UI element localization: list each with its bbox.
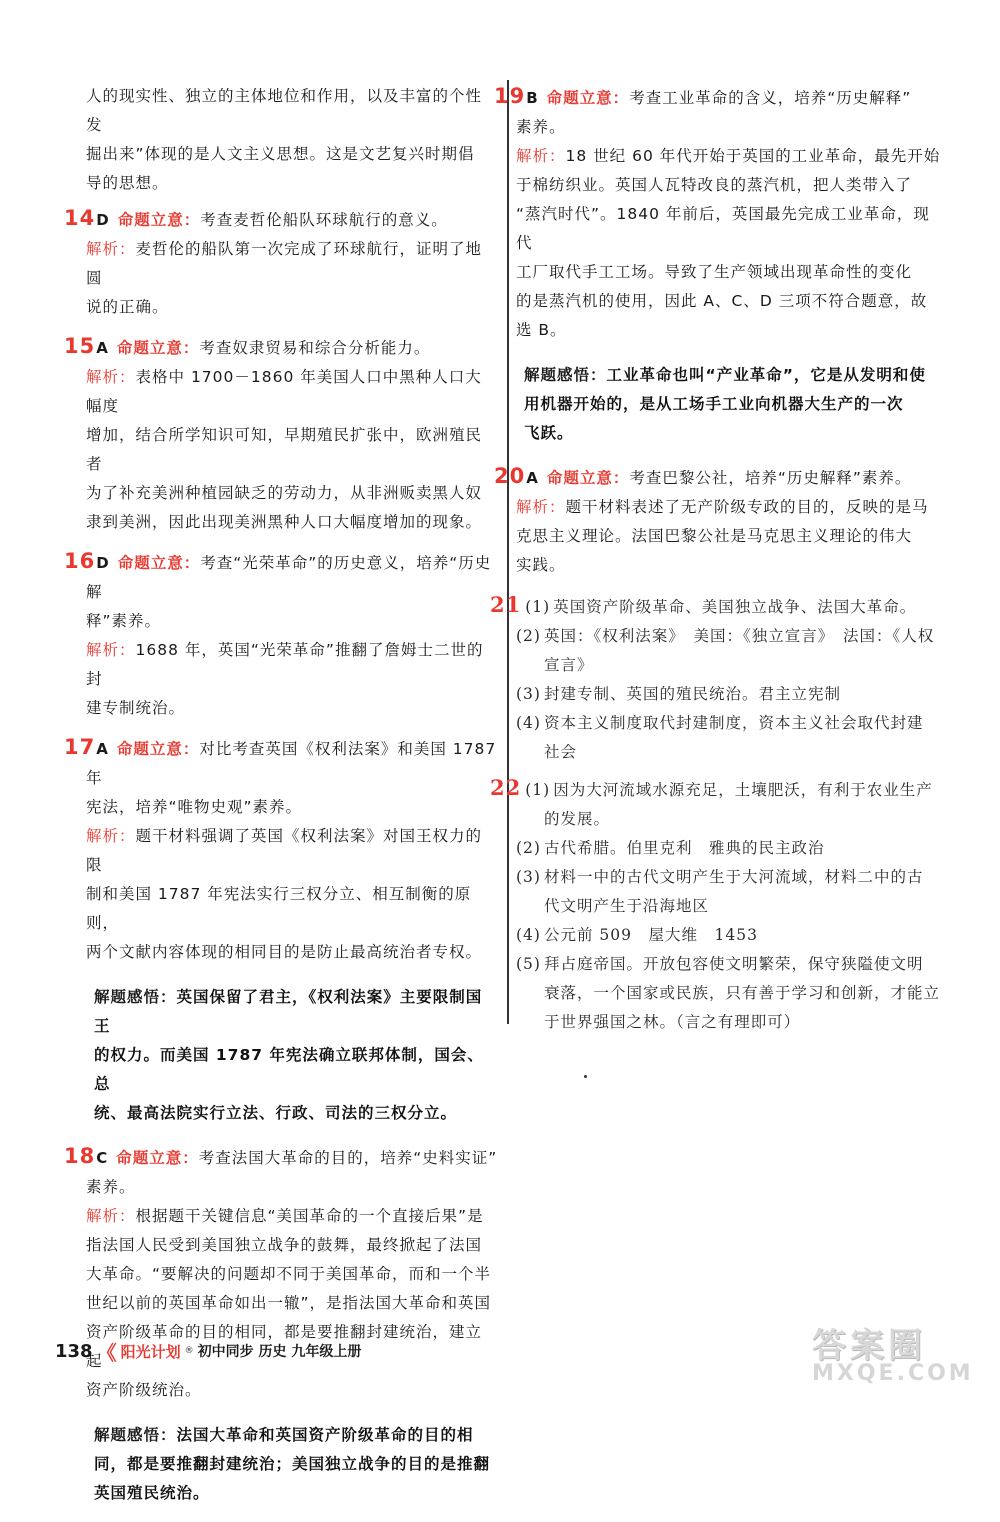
analysis-text: 建专制统治。 bbox=[86, 699, 186, 717]
topic-text: 素养。 bbox=[86, 1178, 136, 1196]
analysis-text: 实践。 bbox=[516, 556, 566, 574]
insight-line bbox=[94, 1099, 498, 1128]
insight-line bbox=[94, 1479, 498, 1508]
question-number: 22 bbox=[490, 775, 522, 800]
insight-text: 统、最高法院实行立法、行政、司法的三权分立。 bbox=[94, 1104, 458, 1122]
question-number: 19 bbox=[494, 84, 526, 108]
analysis-line bbox=[86, 479, 498, 508]
analysis-line bbox=[516, 171, 946, 200]
series-name: 阳光计划 bbox=[120, 1342, 181, 1361]
analysis-line bbox=[86, 880, 498, 938]
analysis-text: 大革命。“要解决的问题却不同于美国革命，而和一个半 bbox=[86, 1265, 492, 1283]
sub-question-number: (5) bbox=[516, 955, 541, 973]
sub-question-number: (3) bbox=[516, 685, 541, 703]
sub-question-number: (1) bbox=[525, 598, 551, 616]
answer-text: 于世界强国之林。（言之有理即可） bbox=[544, 1013, 801, 1031]
insight-label: 解题感悟： bbox=[94, 988, 177, 1006]
analysis-text: 题干材料强调了英国《权利法案》对国王权力的限 bbox=[86, 827, 483, 874]
essay-answer bbox=[490, 590, 946, 767]
analysis-line bbox=[86, 1260, 498, 1289]
sub-question-number: (1) bbox=[525, 781, 551, 799]
question-item bbox=[64, 332, 498, 537]
analysis-line bbox=[516, 287, 946, 316]
analysis-line bbox=[516, 316, 946, 345]
question-number: 21 bbox=[490, 592, 522, 617]
topic-text: 对比考查英国《权利法案》和美国 1787 年 bbox=[86, 740, 497, 787]
analysis-text: 18 世纪 60 年代开始于英国的工业革命，最先开始 bbox=[565, 147, 941, 165]
right-column bbox=[490, 82, 946, 1043]
insight-box bbox=[524, 361, 946, 448]
topic-label: 命题立意： bbox=[117, 211, 201, 229]
topic-label: 命题立意： bbox=[116, 740, 200, 758]
analysis-text: 制和美国 1787 年宪法实行三权分立、相互制衡的原则， bbox=[86, 885, 472, 932]
analysis-line bbox=[86, 363, 498, 421]
essay-answer bbox=[490, 773, 946, 1037]
analysis-text: 资产阶级统治。 bbox=[86, 1381, 202, 1399]
analysis-text: 根据题干关键信息“美国革命的一个直接后果”是 bbox=[135, 1207, 484, 1225]
answer-text: 宣言》 bbox=[544, 656, 594, 674]
watermark-logo-text: 答案圈 bbox=[812, 1326, 926, 1366]
answer-letter: A bbox=[96, 339, 109, 357]
registered-mark: ® bbox=[184, 1346, 194, 1356]
insight-text: 同，都是要推翻封建统治；美国独立战争的目的是推翻 bbox=[94, 1455, 491, 1473]
text-line: 掘出来”体现的是人文主义思想。这是文艺复兴时期倡 bbox=[86, 145, 475, 163]
essay-line bbox=[516, 622, 946, 651]
topic-label: 命题立意： bbox=[116, 1149, 199, 1167]
insight-line bbox=[94, 983, 498, 1041]
answer-text: 的发展。 bbox=[544, 810, 611, 828]
insight-text: 英国保留了君主，《权利法案》主要限制国王 bbox=[94, 988, 483, 1035]
analysis-line bbox=[516, 522, 946, 551]
sub-question-number: (4) bbox=[516, 714, 541, 732]
question-item bbox=[494, 462, 946, 580]
analysis-text: 题干材料表述了无产阶级专政的目的，反映的是马 bbox=[565, 498, 929, 516]
topic-line bbox=[494, 82, 946, 113]
analysis-line bbox=[86, 1289, 498, 1318]
watermark-url: MXQE.COM bbox=[812, 1361, 974, 1386]
insight-text: 用机器开始的，是从工场手工业向机器大生产的一次 bbox=[524, 395, 904, 413]
analysis-text: 于棉纺织业。英国人瓦特改良的蒸汽机，把人类带入了 bbox=[516, 176, 913, 194]
page-number: 138 bbox=[55, 1340, 93, 1362]
analysis-text: 说的正确。 bbox=[86, 298, 169, 316]
essay-line bbox=[516, 709, 946, 738]
analysis-text: 克思主义理论。法国巴黎公社是马克思主义理论的伟大 bbox=[516, 527, 913, 545]
insight-box bbox=[94, 1421, 498, 1508]
analysis-text: 麦哲伦的船队第一次完成了环球航行，证明了地圆 bbox=[86, 240, 483, 287]
sub-question-number: (2) bbox=[516, 627, 541, 645]
page-footer bbox=[55, 1336, 361, 1366]
chevron-icon: 《 bbox=[96, 1340, 117, 1365]
answer-text: 封建专制、英国的殖民统治。君主立宪制 bbox=[544, 685, 842, 703]
analysis-line bbox=[86, 1231, 498, 1260]
essay-line bbox=[516, 892, 946, 921]
analysis-label: 解析： bbox=[86, 368, 136, 386]
analysis-line bbox=[516, 200, 946, 258]
insight-text: 英国殖民统治。 bbox=[94, 1484, 210, 1502]
topic-line bbox=[86, 1173, 498, 1202]
question-item bbox=[64, 204, 498, 322]
analysis-line bbox=[86, 822, 498, 880]
analysis-text: 资产阶级革命的目的相同，都是要推翻封建统治，建立起 bbox=[86, 1323, 483, 1370]
analysis-text: 表格中 1700－1860 年美国人口中黑种人口大幅度 bbox=[86, 368, 482, 415]
topic-text: 考查奴隶贸易和综合分析能力。 bbox=[199, 339, 431, 357]
essay-line bbox=[516, 921, 946, 950]
answer-text: 拜占庭帝国。开放包容使文明繁荣，保守狭隘使文明 bbox=[544, 955, 924, 973]
topic-label: 命题立意： bbox=[546, 89, 630, 107]
insight-text: 法国大革命和英国资产阶级革命的目的相 bbox=[176, 1426, 474, 1444]
analysis-text: 为了补充美洲种植园缺乏的劳动力，从非洲贩卖黑人奴 bbox=[86, 484, 483, 502]
essay-line bbox=[516, 738, 946, 767]
sub-question-number: (4) bbox=[516, 926, 541, 944]
analysis-line bbox=[86, 235, 498, 293]
question-item bbox=[494, 82, 946, 345]
analysis-line bbox=[86, 508, 498, 537]
analysis-text: 增加，结合所学知识可知，早期殖民扩张中，欧洲殖民者 bbox=[86, 426, 483, 473]
essay-line bbox=[490, 773, 946, 805]
analysis-text: 世纪以前的英国革命如出一辙”，是指法国大革命和英国 bbox=[86, 1294, 492, 1312]
topic-line bbox=[64, 332, 498, 363]
analysis-label: 解析： bbox=[86, 641, 136, 659]
analysis-line bbox=[86, 293, 498, 322]
analysis-text: 隶到美洲，因此出现美洲黑种人口大幅度增加的现象。 bbox=[86, 513, 483, 531]
sub-question-number: (3) bbox=[516, 868, 541, 886]
essay-line bbox=[516, 950, 946, 979]
insight-label: 解题感悟： bbox=[524, 366, 607, 384]
topic-line bbox=[64, 1142, 498, 1173]
text-line: 人的现实性、独立的主体地位和作用，以及丰富的个性发 bbox=[86, 87, 483, 134]
analysis-label: 解析： bbox=[516, 147, 566, 165]
analysis-line bbox=[516, 258, 946, 287]
insight-line bbox=[524, 390, 946, 419]
analysis-label: 解析： bbox=[86, 1207, 136, 1225]
question-number: 17 bbox=[64, 735, 96, 759]
essay-line bbox=[490, 590, 946, 622]
insight-label: 解题感悟： bbox=[94, 1426, 177, 1444]
topic-text: 素养。 bbox=[516, 118, 566, 136]
topic-line bbox=[64, 733, 498, 793]
insight-line bbox=[94, 1450, 498, 1479]
topic-text: 考查麦哲伦船队环球航行的意义。 bbox=[200, 211, 448, 229]
topic-text: 释”素养。 bbox=[86, 612, 162, 630]
question-number: 14 bbox=[64, 206, 96, 230]
question-number: 20 bbox=[494, 464, 526, 488]
essay-line bbox=[516, 805, 946, 834]
analysis-text: 1688 年，英国“光荣革命”推翻了詹姆士二世的封 bbox=[86, 641, 484, 688]
topic-text: 宪法，培养“唯物史观”素养。 bbox=[86, 798, 303, 816]
topic-line bbox=[86, 607, 498, 636]
answer-text: 材料一中的古代文明产生于大河流域，材料二中的古 bbox=[544, 868, 924, 886]
analysis-text: 工厂取代手工工场。导致了生产领域出现革命性的变化 bbox=[516, 263, 913, 281]
analysis-text: 选 B。 bbox=[516, 321, 567, 339]
analysis-line bbox=[516, 493, 946, 522]
question-number: 16 bbox=[64, 549, 96, 573]
analysis-line bbox=[86, 636, 498, 694]
essay-line bbox=[516, 863, 946, 892]
topic-text: 考查“光荣革命”的历史意义，培养“历史解 bbox=[86, 554, 492, 601]
essay-line bbox=[516, 979, 946, 1008]
insight-line bbox=[94, 1421, 498, 1450]
analysis-text: 指法国人民受到美国独立战争的鼓舞，最终掀起了法国 bbox=[86, 1236, 483, 1254]
insight-line bbox=[524, 419, 946, 448]
answer-text: 资本主义制度取代封建制度，资本主义社会取代封建 bbox=[544, 714, 924, 732]
continued-text bbox=[86, 82, 498, 198]
analysis-line bbox=[86, 1376, 498, 1405]
topic-label: 命题立意： bbox=[116, 339, 200, 357]
answer-letter: A bbox=[526, 469, 539, 487]
answer-text: 因为大河流域水源充足，土壤肥沃，有利于农业生产 bbox=[553, 781, 933, 799]
analysis-line bbox=[86, 694, 498, 723]
answer-letter: A bbox=[96, 740, 109, 758]
analysis-line bbox=[516, 551, 946, 580]
insight-box bbox=[94, 983, 498, 1128]
topic-line bbox=[64, 204, 498, 235]
topic-text: 考查巴黎公社，培养“历史解释”素养。 bbox=[629, 469, 912, 487]
topic-text: 考查工业革命的含义，培养“历史解释” bbox=[629, 89, 912, 107]
question-item bbox=[64, 547, 498, 723]
text-line: 导的思想。 bbox=[86, 174, 169, 192]
analysis-line bbox=[86, 1202, 498, 1231]
topic-label: 命题立意： bbox=[117, 554, 201, 572]
answer-text: 衰落，一个国家或民族，只有善于学习和创新，才能立 bbox=[544, 984, 941, 1002]
topic-text: 考查法国大革命的目的，培养“史料实证” bbox=[198, 1149, 498, 1167]
question-number: 15 bbox=[64, 334, 96, 358]
analysis-line bbox=[86, 938, 498, 967]
essay-line bbox=[516, 651, 946, 680]
question-item bbox=[64, 733, 498, 967]
column-divider bbox=[507, 80, 509, 1024]
analysis-text: 两个文献内容体现的相同目的是防止最高统治者专权。 bbox=[86, 943, 483, 961]
insight-text: 工业革命也叫“产业革命”，它是从发明和使 bbox=[606, 366, 926, 384]
analysis-line bbox=[86, 421, 498, 479]
answer-letter: D bbox=[96, 211, 110, 229]
essay-line bbox=[516, 834, 946, 863]
answer-text: 英国：《权利法案》 美国：《独立宣言》 法国：《人权 bbox=[544, 627, 935, 645]
analysis-line bbox=[516, 142, 946, 171]
answer-text: 公元前 509 屋大维 1453 bbox=[544, 926, 758, 944]
answer-text: 古代希腊。伯里克利 雅典的民主政治 bbox=[544, 839, 825, 857]
answer-letter: D bbox=[96, 554, 110, 572]
sub-question-number: (2) bbox=[516, 839, 541, 857]
answer-letter: B bbox=[526, 89, 539, 107]
topic-line bbox=[494, 462, 946, 493]
topic-line bbox=[64, 547, 498, 607]
watermark-logo bbox=[812, 1318, 982, 1388]
topic-label: 命题立意： bbox=[546, 469, 630, 487]
insight-line bbox=[524, 361, 946, 390]
topic-line bbox=[86, 793, 498, 822]
answer-text: 社会 bbox=[544, 743, 578, 761]
question-number: 18 bbox=[64, 1144, 96, 1168]
answer-text: 英国资产阶级革命、美国独立战争、法国大革命。 bbox=[553, 598, 917, 616]
analysis-text: 的是蒸汽机的使用，因此 A、C、D 三项不符合题意，故 bbox=[516, 292, 928, 310]
essay-line bbox=[516, 680, 946, 709]
essay-line bbox=[516, 1008, 946, 1037]
book-title: 初中同步 历史 九年级上册 bbox=[197, 1344, 362, 1360]
insight-text: 飞跃。 bbox=[524, 424, 574, 442]
answer-text: 代文明产生于沿海地区 bbox=[544, 897, 710, 915]
analysis-text: “蒸汽时代”。1840 年前后，英国最先完成工业革命，现代 bbox=[516, 205, 930, 252]
insight-text: 的权力。而美国 1787 年宪法确立联邦体制，国会、总 bbox=[94, 1046, 484, 1093]
analysis-label: 解析： bbox=[516, 498, 566, 516]
topic-line bbox=[516, 113, 946, 142]
answer-letter: C bbox=[96, 1149, 109, 1167]
analysis-label: 解析： bbox=[86, 827, 136, 845]
stray-dot bbox=[584, 1075, 587, 1078]
insight-line bbox=[94, 1041, 498, 1099]
analysis-label: 解析： bbox=[86, 240, 136, 258]
